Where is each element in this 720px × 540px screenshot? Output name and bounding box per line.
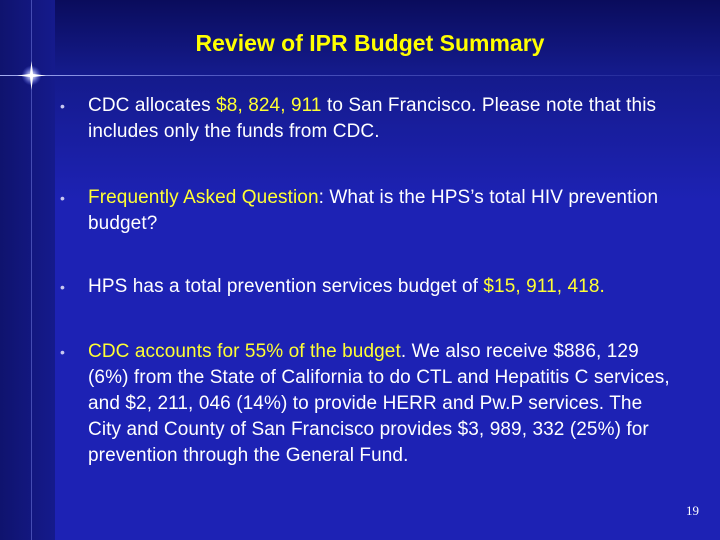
bullet-text: CDC accounts for 55% of the budget. We also receive $886, 129 (6%) from the State of California to do CTL and Hepatitis C services, and $2, 211, 046 (14%) to provide HERR and Pw.P services. The City and County of San Francisco provides $3, 989, 332 (25%) for prevention through the General Fund. [88,341,670,466]
bullet-icon: • [60,279,66,295]
bullet-icon: • [60,344,66,360]
bullet-icon: • [60,98,66,114]
horizontal-rule [0,75,720,76]
page-title: Review of IPR Budget Summary [195,30,545,56]
bullet-icon: • [60,190,66,206]
bullet-text: HPS has a total prevention services budget of $15, 911, 418. [88,276,605,297]
page-number: 19 [686,503,699,518]
bullet-text: CDC allocates $8, 824, 911 to San Francisco. Please note that this includes only the funds from CDC. [88,95,657,142]
bullet-item [60,185,680,237]
bullet-item [60,274,605,300]
bullet-text: Frequently Asked Question: What is the HPS’s total HIV prevention budget? [88,187,659,234]
bullet-item [60,93,680,145]
sparkle-icon [15,59,48,92]
bullet-item [60,339,680,469]
